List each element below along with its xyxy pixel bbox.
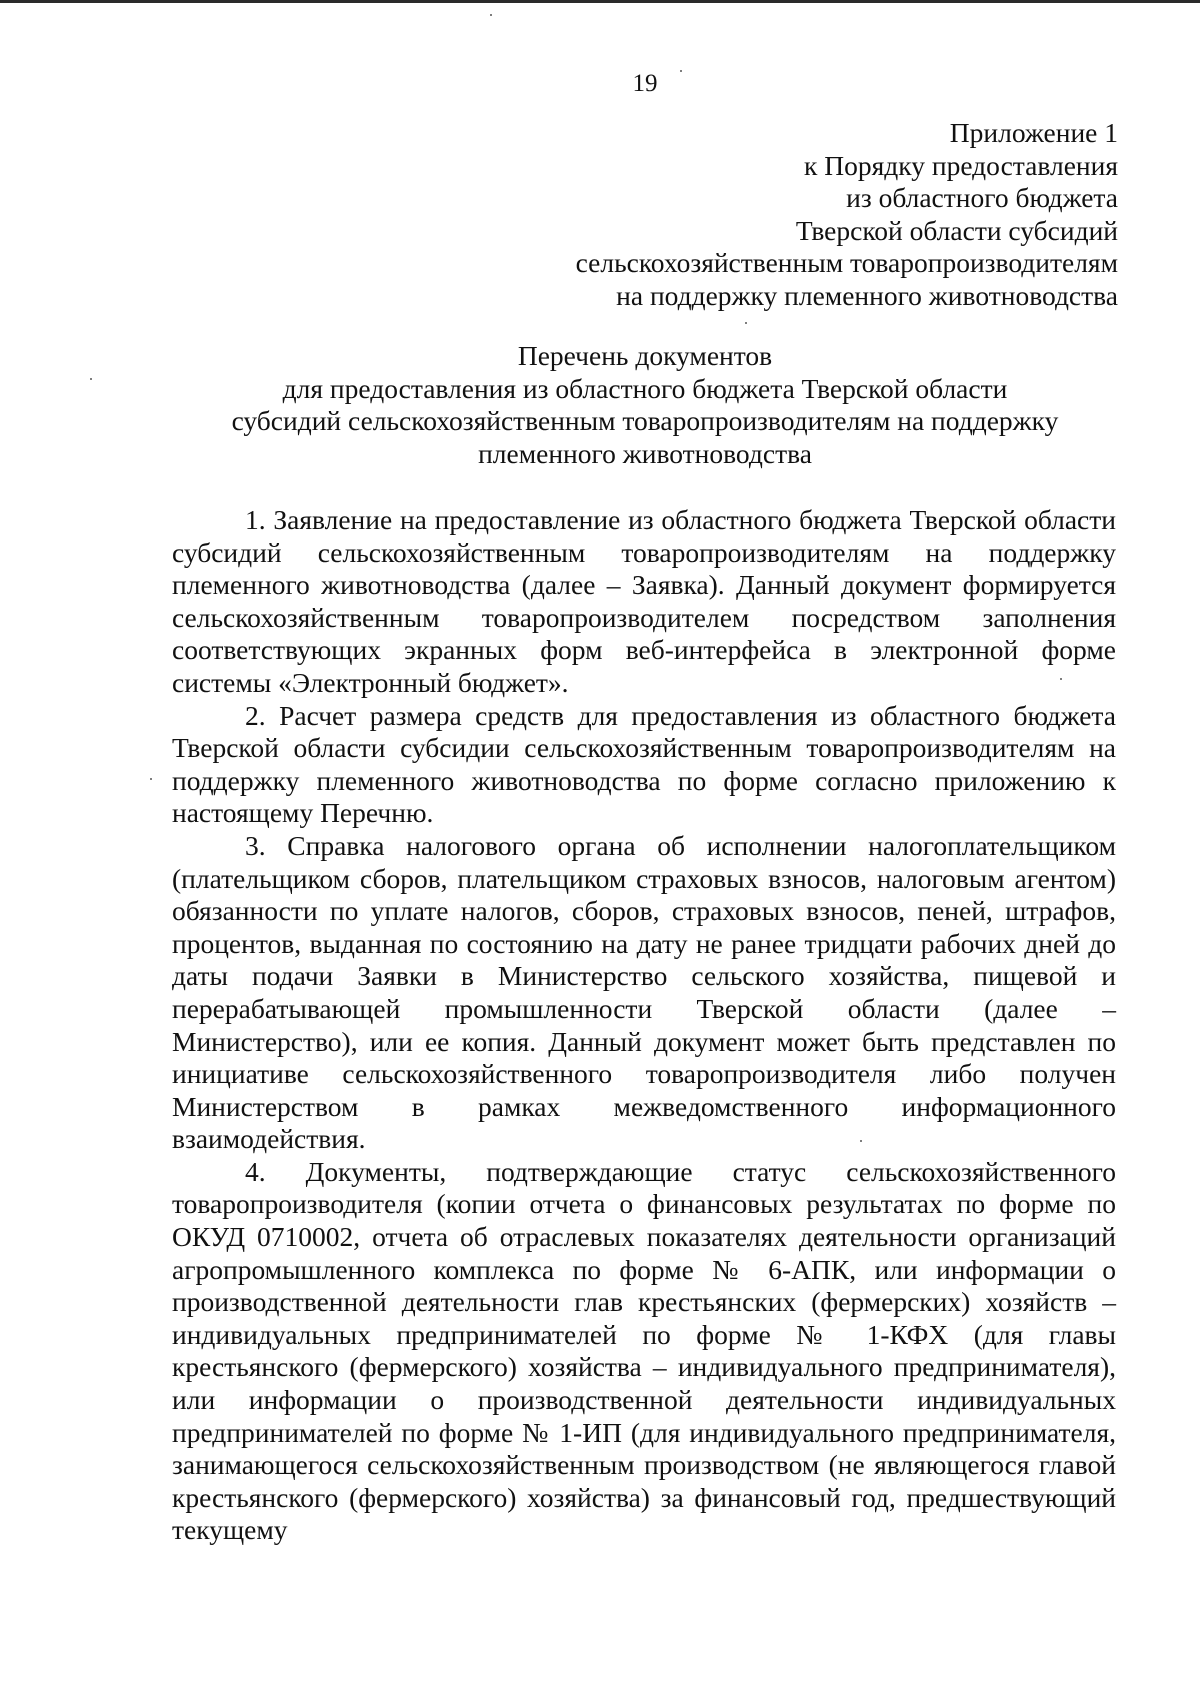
appendix-line: Тверской области субсидий: [795, 214, 1118, 246]
title-line: племенного животноводства: [478, 437, 812, 469]
appendix-line: к Порядку предоставления: [804, 149, 1118, 181]
list-item-paragraph: 3. Справка налогового органа об исполнении налогоплательщиком (плательщиком сборов, плательщиком страховых взносов, налоговым агентом) обязанности по уплате налогов, сборов, страховых взносов, пеней, штрафов, процентов, выданная по состоянию на дату не ранее тридцати рабочих дней до даты подачи Заявки в Министерство сельского хозяйства, пищевой и перерабатывающей промышленности Тверской области (далее – Министерство), или ее копия. Данный документ может быть представлен по инициативе сельскохозяйственного товаропроизводителя либо получен Министерством в рамках межведомственного информационного взаимодействия.: [172, 829, 1116, 1155]
appendix-line: Приложение 1: [949, 117, 1118, 148]
scan-speck: [150, 778, 152, 780]
list-item-paragraph: 2. Расчет размера средств для предоставления из областного бюджета Тверской области субсидии сельскохозяйственным товаропроизводителям на поддержку племенного животноводства по форме согласно приложению к настоящему Перечню.: [172, 699, 1116, 829]
scan-speck: [1060, 678, 1062, 680]
appendix-line: из областного бюджета: [846, 182, 1118, 214]
scan-speck: [680, 70, 682, 72]
document-body: [172, 504, 1116, 1547]
title-line: субсидий сельскохозяйственным товаропроизводителям на поддержку: [231, 405, 1059, 437]
appendix-header: [418, 117, 1118, 313]
list-item-paragraph: 1. Заявление на предоставление из областного бюджета Тверской области субсидий сельскохозяйственным товаропроизводителям на поддержку племенного животноводства (далее – Заявка). Данный документ формируется сельскохозяйственным товаропроизводителем посредством заполнения соответствующих экранных форм веб-интерфейса в электронной форме системы «Электронный бюджет».: [172, 504, 1116, 698]
document-title: [120, 340, 1170, 470]
scan-speck: [860, 1140, 862, 1142]
scan-speck: [490, 14, 492, 16]
title-line: Перечень документов: [517, 340, 773, 371]
scan-speck: [90, 378, 92, 380]
appendix-line: на поддержку племенного животноводства: [616, 279, 1118, 311]
page-number: 19: [632, 70, 658, 97]
title-line: для предоставления из областного бюджета Тверской области: [282, 372, 1008, 404]
list-item-paragraph: 4. Документы, подтверждающие статус сельскохозяйственного товаропроизводителя (копии отчета о финансовых результатах по форме по ОКУД 0710002, отчета об отраслевых показателях деятельности организаций агропромышленного комплекса по форме № 6-АПК, или информации о производственной деятельности глав крестьянских (фермерских) хозяйств – индивидуальных предпринимателей по форме № 1-КФХ (для главы крестьянского (фермерского) хозяйства – индивидуального предпринимателя), или информации о производственной деятельности индивидуальных предпринимателей по форме № 1-ИП (для индивидуального предпринимателя, занимающегося сельскохозяйственным производством (не являющегося главой крестьянского (фермерского) хозяйства) за финансовый год, предшествующий текущему: [172, 1155, 1116, 1546]
scan-speck: [745, 322, 747, 324]
appendix-line: сельскохозяйственным товаропроизводителям: [575, 247, 1118, 279]
scan-top-border: [0, 0, 1200, 3]
